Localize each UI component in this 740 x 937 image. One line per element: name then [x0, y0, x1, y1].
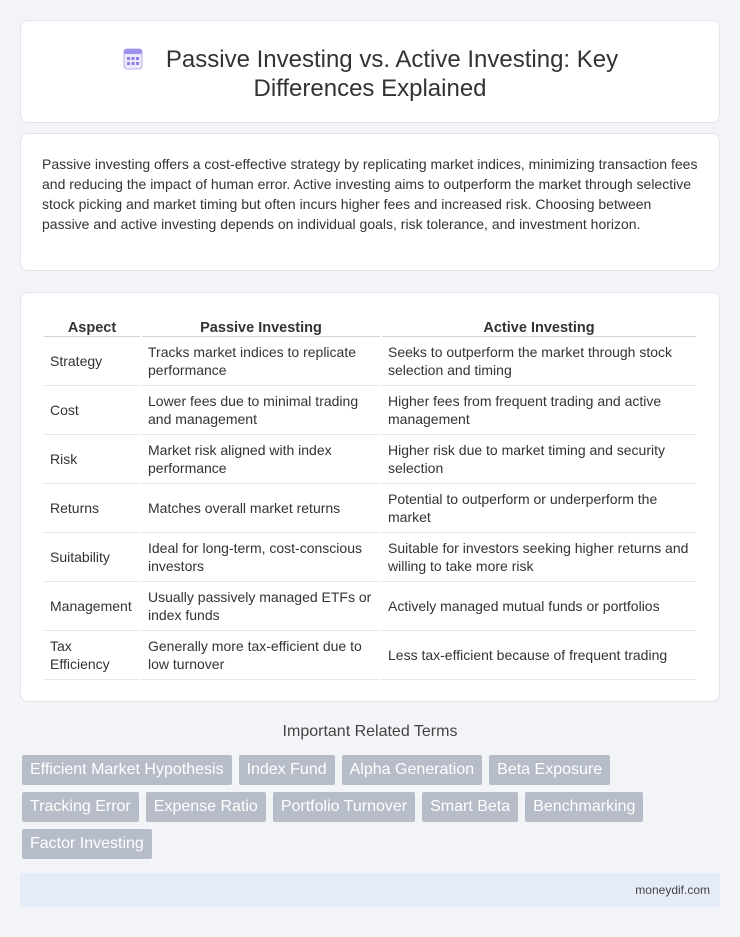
cell-passive: Ideal for long-term, cost-conscious investors: [142, 533, 380, 582]
tag-tracking-error[interactable]: Tracking Error: [22, 792, 139, 822]
document-grid-icon: [122, 48, 144, 70]
related-terms-heading: Important Related Terms: [282, 723, 458, 740]
header-active: Active Investing: [382, 315, 696, 337]
table-row: [44, 582, 696, 631]
comparison-table: [42, 315, 698, 680]
cell-aspect: Strategy: [44, 337, 140, 386]
cell-aspect: Suitability: [44, 533, 140, 582]
intro-paragraph: Passive investing offers a cost-effective strategy by replicating market indices, minimizing transaction fees and reducing the impact of human error. Active investing aims to outperform the market through selective stock picking and market timing but often incurs higher fees and increased risk. Choosing between passive and active investing depends on individual goals, risk tolerance, and investment horizon.: [42, 156, 698, 232]
table-row: [44, 533, 696, 582]
cell-active: Actively managed mutual funds or portfolios: [382, 582, 696, 631]
tag-benchmarking[interactable]: Benchmarking: [525, 792, 643, 822]
cell-active: Less tax-efficient because of frequent trading: [382, 631, 696, 680]
header-passive: Passive Investing: [142, 315, 380, 337]
cell-aspect: Returns: [44, 484, 140, 533]
cell-active: Suitable for investors seeking higher returns and willing to take more risk: [382, 533, 696, 582]
tag-beta-exposure[interactable]: Beta Exposure: [489, 755, 610, 785]
cell-passive: Lower fees due to minimal trading and management: [142, 386, 380, 435]
cell-active: Higher risk due to market timing and security selection: [382, 435, 696, 484]
cell-passive: Generally more tax-efficient due to low turnover: [142, 631, 380, 680]
tag-smart-beta[interactable]: Smart Beta: [422, 792, 518, 822]
intro-card: [20, 133, 720, 271]
footer-site-name: moneydif.com: [635, 883, 710, 897]
page-title: Passive Investing vs. Active Investing: Key Differences Explained: [165, 46, 619, 102]
cell-aspect: Cost: [44, 386, 140, 435]
cell-passive: Matches overall market returns: [142, 484, 380, 533]
table-row: [44, 435, 696, 484]
cell-aspect: Risk: [44, 435, 140, 484]
table-header-row: [44, 315, 696, 337]
cell-aspect: Tax Efficiency: [44, 631, 140, 680]
cell-passive: Usually passively managed ETFs or index funds: [142, 582, 380, 631]
title-card: [20, 20, 720, 123]
table-row: [44, 337, 696, 386]
tag-alpha-generation[interactable]: Alpha Generation: [342, 755, 483, 785]
tag-portfolio-turnover[interactable]: Portfolio Turnover: [273, 792, 415, 822]
cell-aspect: Management: [44, 582, 140, 631]
comparison-card: [20, 292, 720, 702]
table-row: [44, 386, 696, 435]
cell-active: Potential to outperform or underperform the market: [382, 484, 696, 533]
cell-active: Higher fees from frequent trading and active management: [382, 386, 696, 435]
header-aspect: Aspect: [44, 315, 140, 337]
page-title-wrap: [21, 45, 719, 103]
tag-factor-investing[interactable]: Factor Investing: [22, 829, 152, 859]
tag-expense-ratio[interactable]: Expense Ratio: [146, 792, 266, 822]
table-row: [44, 631, 696, 680]
tag-index-fund[interactable]: Index Fund: [239, 755, 335, 785]
cell-passive: Tracks market indices to replicate performance: [142, 337, 380, 386]
table-row: [44, 484, 696, 533]
cell-active: Seeks to outperform the market through stock selection and timing: [382, 337, 696, 386]
cell-passive: Market risk aligned with index performance: [142, 435, 380, 484]
footer: [20, 873, 720, 907]
tag-efficient-market-hypothesis[interactable]: Efficient Market Hypothesis: [22, 755, 232, 785]
related-terms-list: [22, 755, 712, 859]
